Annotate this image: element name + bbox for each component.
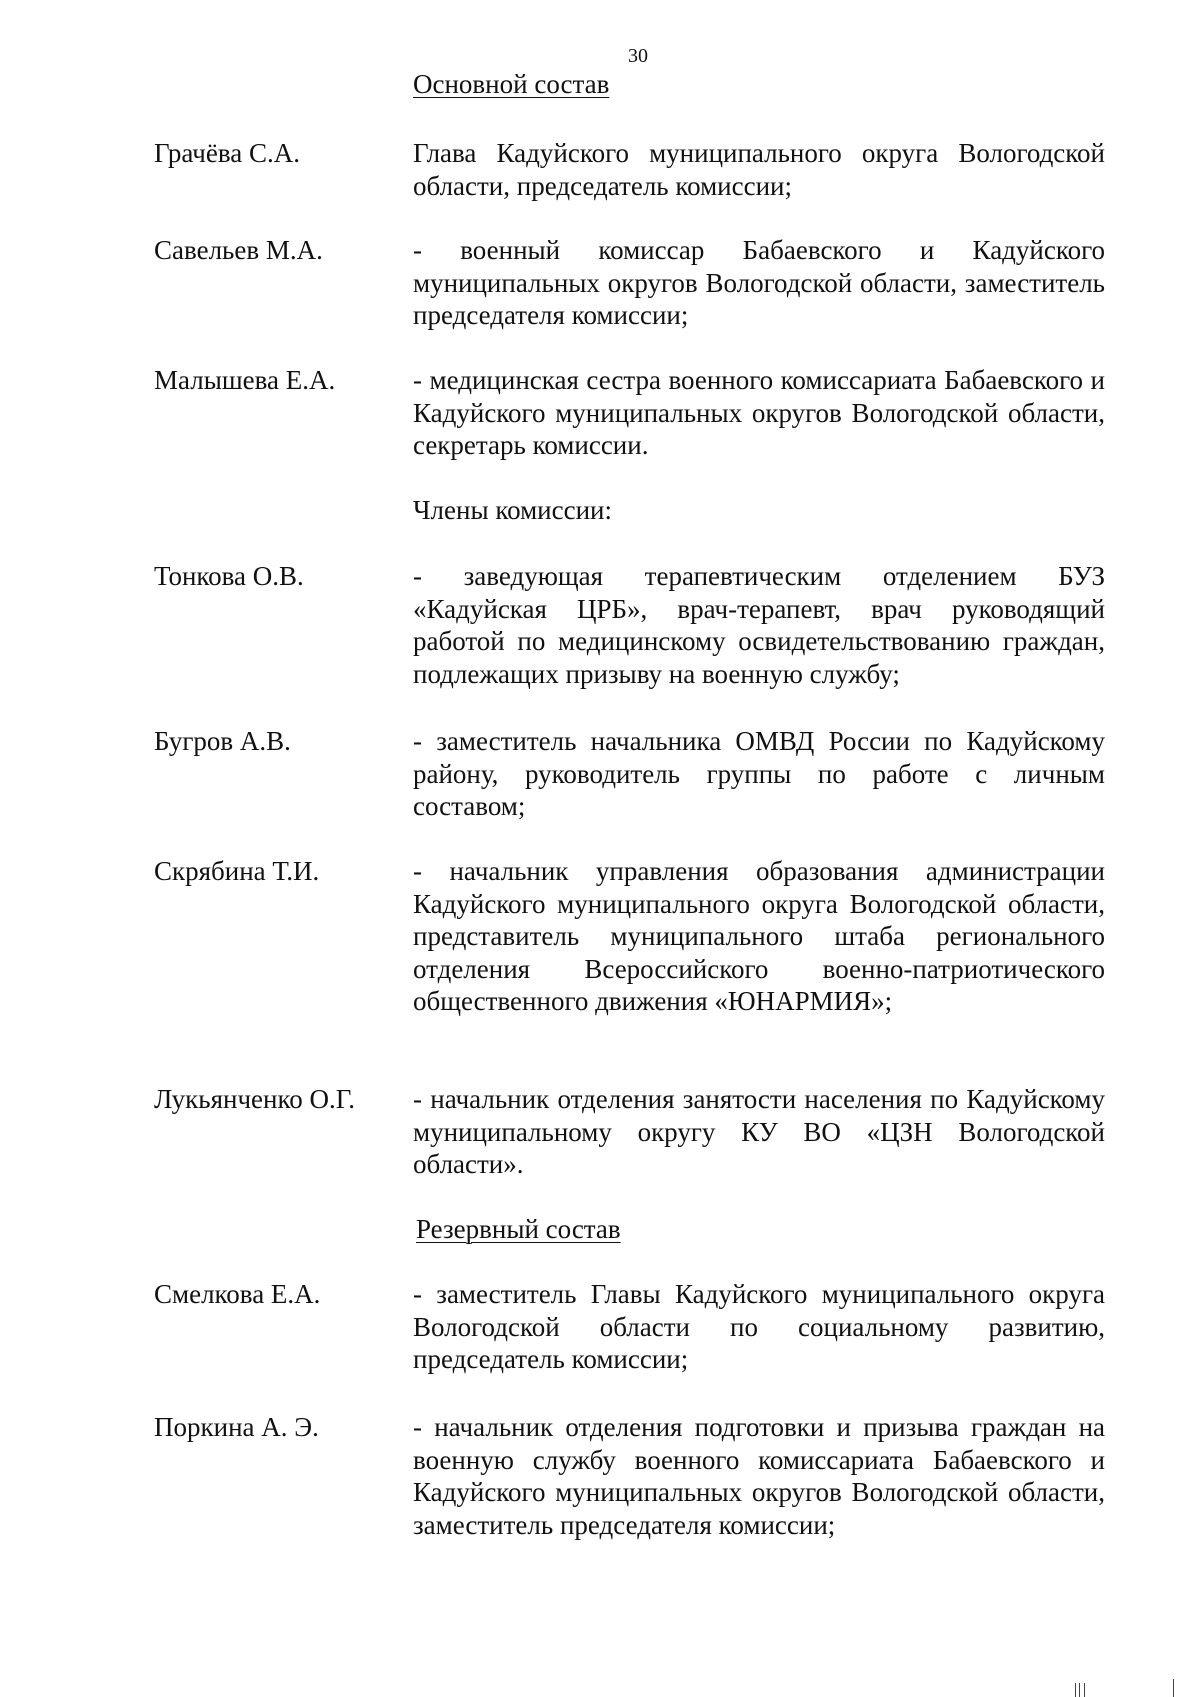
member-name: Тонкова О.В. [154, 561, 304, 591]
member-role: - начальник отделения подготовки и призыва граждан на военную службу военного комиссариата Бабаевского и Кадуйского муниципальных округов Вологодской области, заместитель председателя комиссии; [413, 1412, 1105, 1540]
members-section-heading: Члены комиссии: [413, 495, 612, 525]
reserve-section-heading: Резервный состав [416, 1214, 621, 1244]
member-name: Савельев М.А. [154, 235, 323, 265]
main-section-heading: Основной состав [413, 69, 610, 99]
member-role: - заместитель Главы Кадуйского муниципального округа Вологодской области по социальному развитию, председатель комиссии; [413, 1279, 1105, 1374]
member-role: - начальник отделения занятости населения по Кадуйскому муниципальному округу КУ ВО «ЦЗН Вологодской области». [413, 1084, 1105, 1179]
member-role: Глава Кадуйского муниципального округа Вологодской области, председатель комиссии; [413, 138, 1105, 201]
member-role: - начальник управления образования администрации Кадуйского муниципального округа Вологодской области, представитель муниципального штаба регионального отделения Всероссийского военно-патриотического общественного движения «ЮНАРМИЯ»; [413, 856, 1105, 1016]
member-role: - заместитель начальника ОМВД России по Кадуйскому району, руководитель группы по работе с личным составом; [413, 726, 1105, 821]
member-name: Лукьянченко О.Г. [154, 1084, 356, 1114]
member-name: Бугров А.В. [154, 726, 291, 756]
member-name: Скрябина Т.И. [154, 856, 320, 886]
scan-artifact [1075, 1676, 1175, 1697]
member-role: - заведующая терапевтическим отделением БУЗ «Кадуйская ЦРБ», врач-терапевт, врач руководящий работой по медицинскому освидетельствованию граждан, подлежащих призыву на военную службу; [413, 561, 1105, 689]
member-name: Поркина А. Э. [154, 1412, 319, 1442]
member-name: Малышева Е.А. [154, 365, 336, 395]
member-name: Смелкова Е.А. [154, 1279, 321, 1309]
page-number: 30 [628, 45, 648, 67]
member-role: - медицинская сестра военного комиссариата Бабаевского и Кадуйского муниципальных округов Вологодской области, секретарь комиссии. [413, 365, 1105, 460]
member-role: - военный комиссар Бабаевского и Кадуйского муниципальных округов Вологодской области, заместитель председателя комиссии; [413, 235, 1105, 330]
member-name: Грачёва С.А. [154, 138, 301, 168]
